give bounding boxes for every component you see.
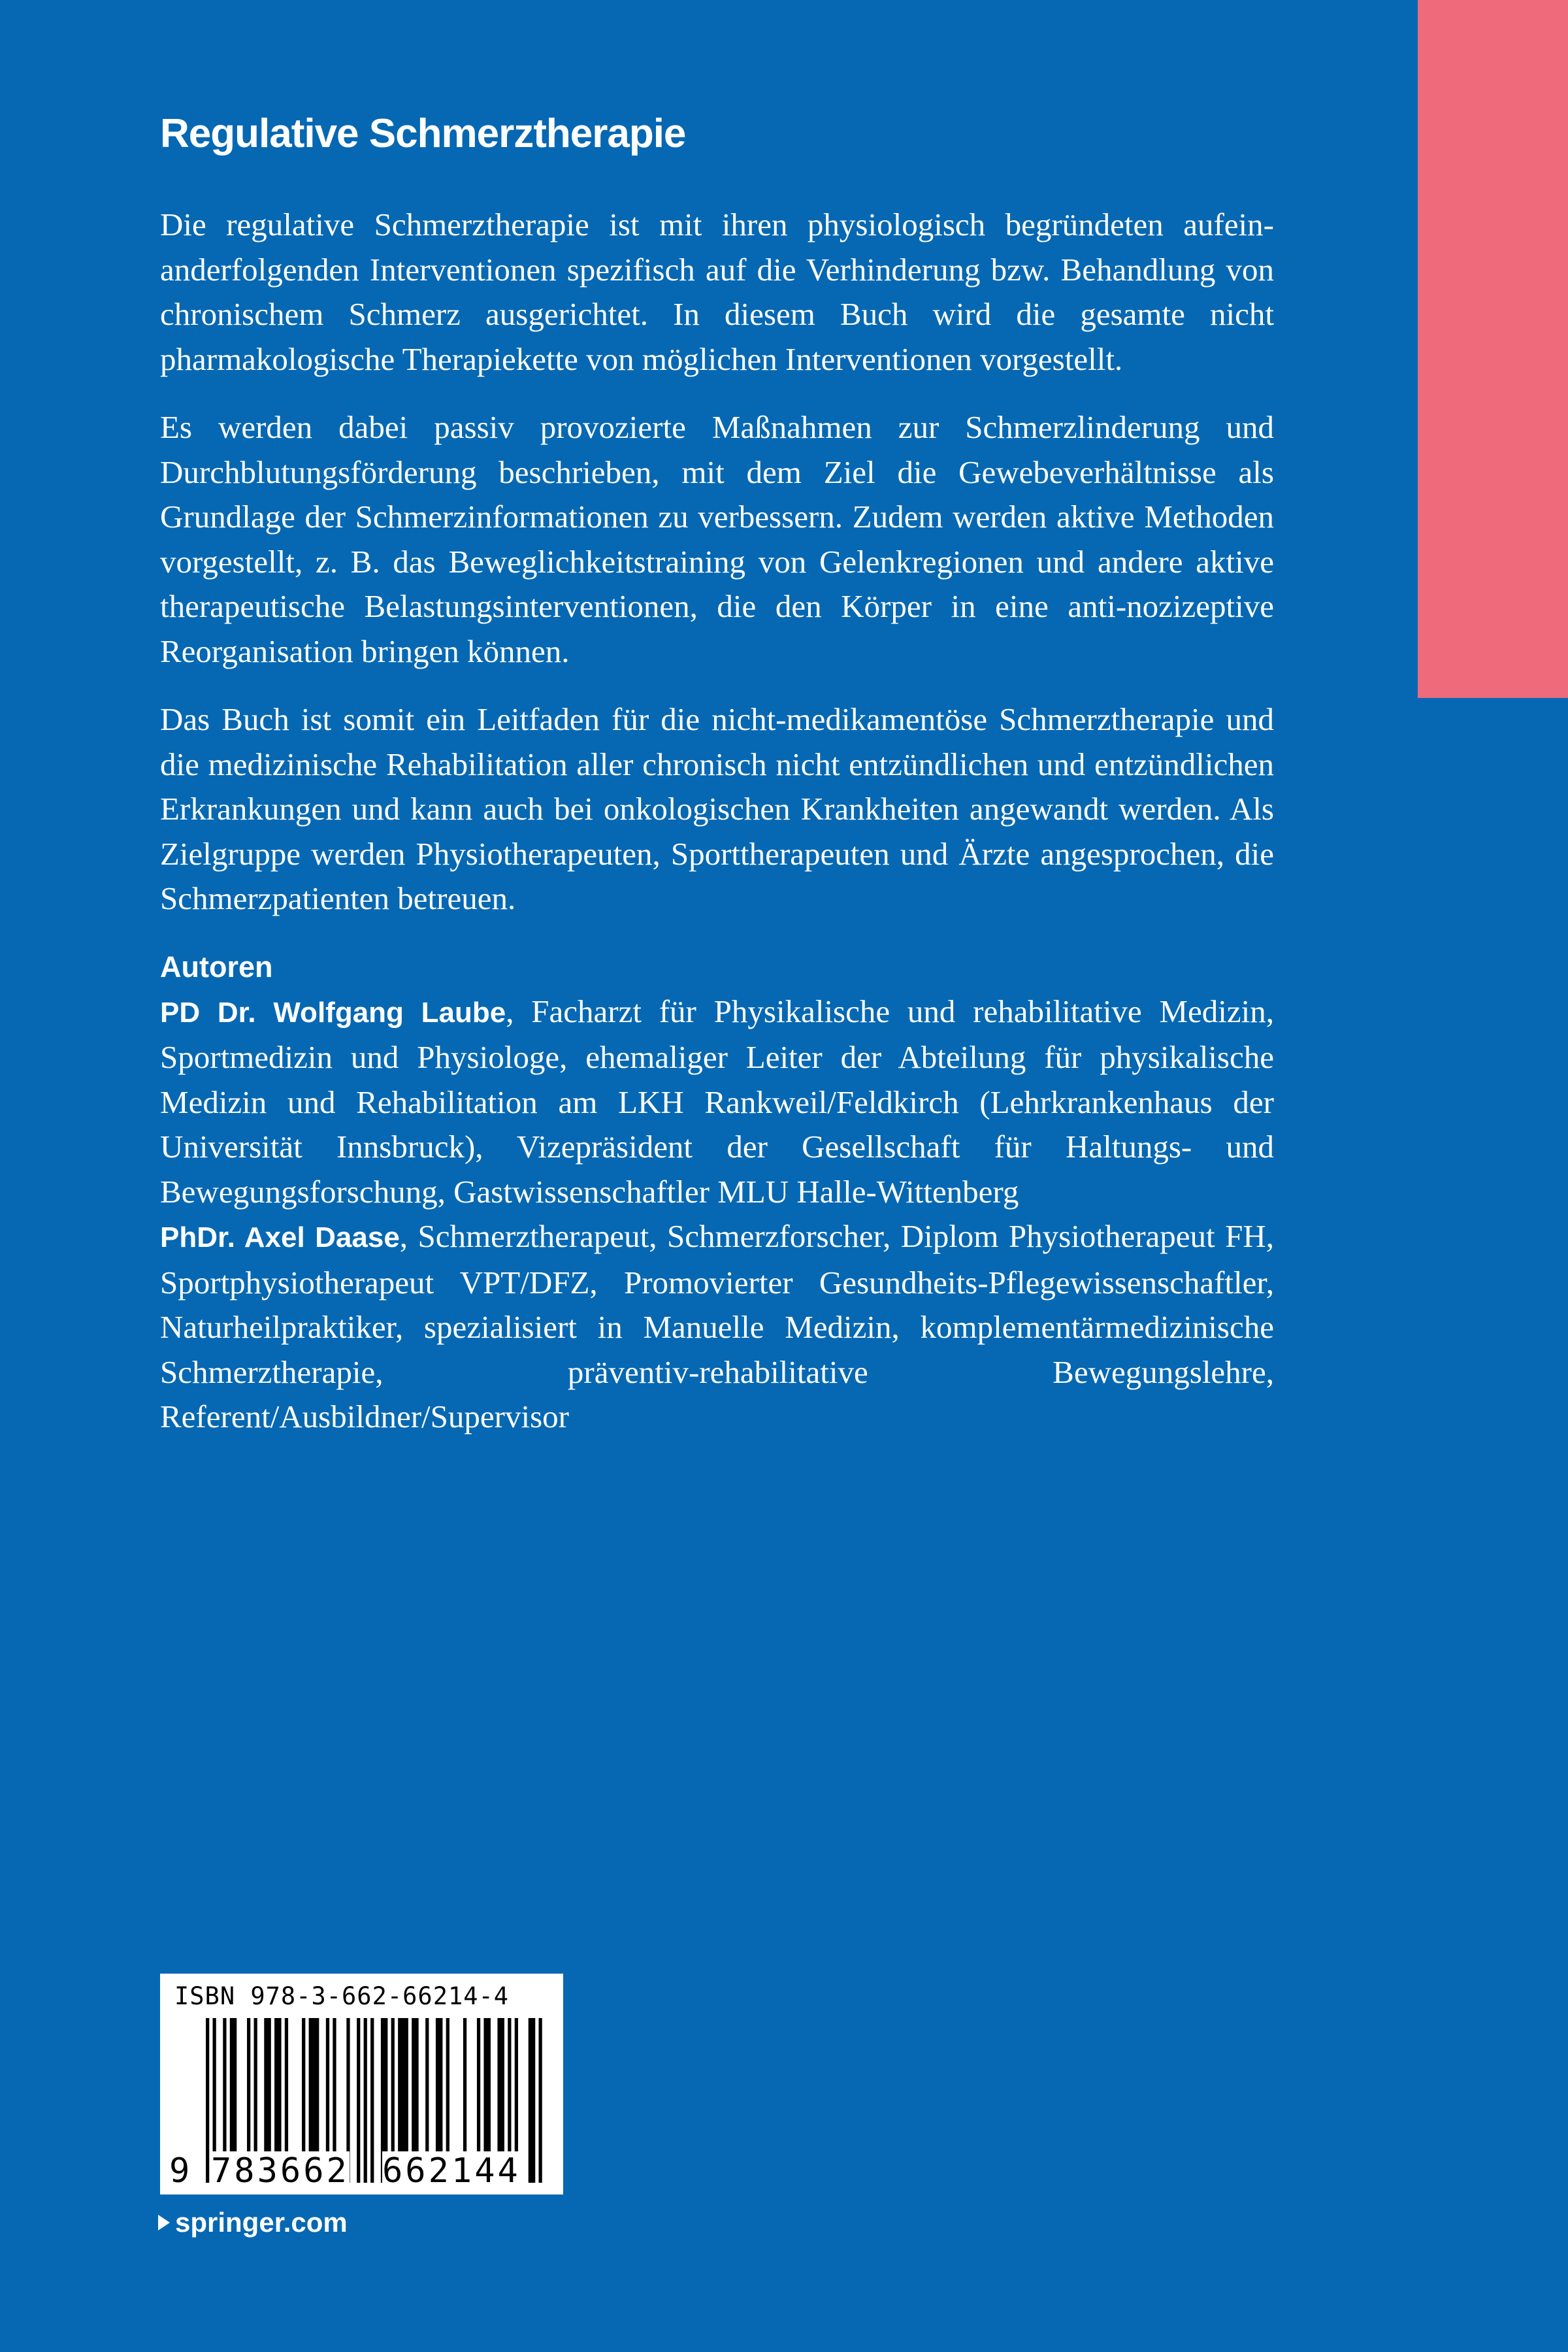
isbn-barcode	[160, 1974, 563, 2195]
accent-bar	[1418, 0, 1568, 698]
barcode-digit-lead: 9	[169, 2151, 190, 2191]
publisher-link[interactable]	[158, 2204, 348, 2241]
barcode-digits-right: 662144	[382, 2151, 521, 2191]
description-paragraph-1: Die regulative Schmerztherapie ist mit ihren physiologisch begründeten aufeinanderfolgenden Interventionen spezifisch auf die Verhinderung bzw. Behandlung von chronischem Schmerz ausgerichtet. In diesem Buch wird die gesamte nicht pharmakologische Therapiekette von möglichen Interventionen vorgestellt.	[160, 207, 1274, 377]
barcode-digits-left: 783662	[211, 2151, 350, 2191]
author-name-1: PD Dr. Wolfgang Laube	[160, 996, 506, 1029]
author-entry-2	[160, 1214, 1274, 1440]
isbn-label: ISBN 978-3-662-66214-4	[174, 1982, 510, 2010]
authors-heading: Autoren	[160, 950, 273, 984]
author-name-2: PhDr. Axel Daase	[160, 1221, 400, 1253]
publisher-link-text: springer.com	[175, 2207, 348, 2238]
book-title: Regulative Schmerztherapie	[160, 111, 686, 156]
author-entry-1	[160, 989, 1274, 1215]
author-bio-1: , Facharzt für Physikalische und rehabilitative Medizin, Sportmedizin und Physiologe, ehemaliger Leiter der Abteilung für physikalische Medizin und Rehabilitation am LKH Rankweil/Feldkirch (Lehrkrankenhaus der Universität Innsbruck), Vizepräsident der Gesellschaft für Haltungs- und Bewegungsforschung, Gastwissenschaftler MLU Halle-Wittenberg	[160, 993, 1275, 1210]
description-paragraph-3: Das Buch ist somit ein Leitfaden für die nicht-medikamentöse Schmerztherapie und die medizinische Rehabilitation aller chronisch nicht entzündlichen und entzündlichen Erkrankungen und kann auch bei onkologischen Krankheiten angewandt werden. Als Zielgruppe werden Physiotherapeuten, Sporttherapeuten und Ärzte angesprochen, die Schmerzpatienten betreuen.	[160, 701, 1274, 916]
description-paragraph-2: Es werden dabei passiv provozierte Maßnahmen zur Schmerzlinderung und Durchblutungsförderung beschrieben, mit dem Ziel die Gewebeverhältnisse als Grundlage der Schmerzinformationen zu verbessern. Zudem werden aktive Methoden vorgestellt, z. B. das Beweglichkeitstraining von Gelenkregionen und andere aktive therapeutische Belastungsinterventionen, die den Körper in eine anti-nozizeptive Reorganisation bringen können.	[160, 409, 1274, 669]
author-bio-2: , Schmerztherapeut, Schmerzforscher, Diplom Physiotherapeut FH, Sportphysiotherapeut VPT/DFZ, Promovierter Gesundheits-Pflegewissenschaftler, Naturheilpraktiker, spezialisiert in Manuelle Medizin, komplementärmedizinische Schmerztherapie, präventiv-rehabilitative Bewegungslehre, Referent/Ausbildner/Supervisor	[160, 1218, 1274, 1434]
barcode-digits	[160, 2151, 563, 2191]
arrow-right-icon	[158, 2215, 170, 2230]
cover-content	[160, 105, 1274, 1440]
